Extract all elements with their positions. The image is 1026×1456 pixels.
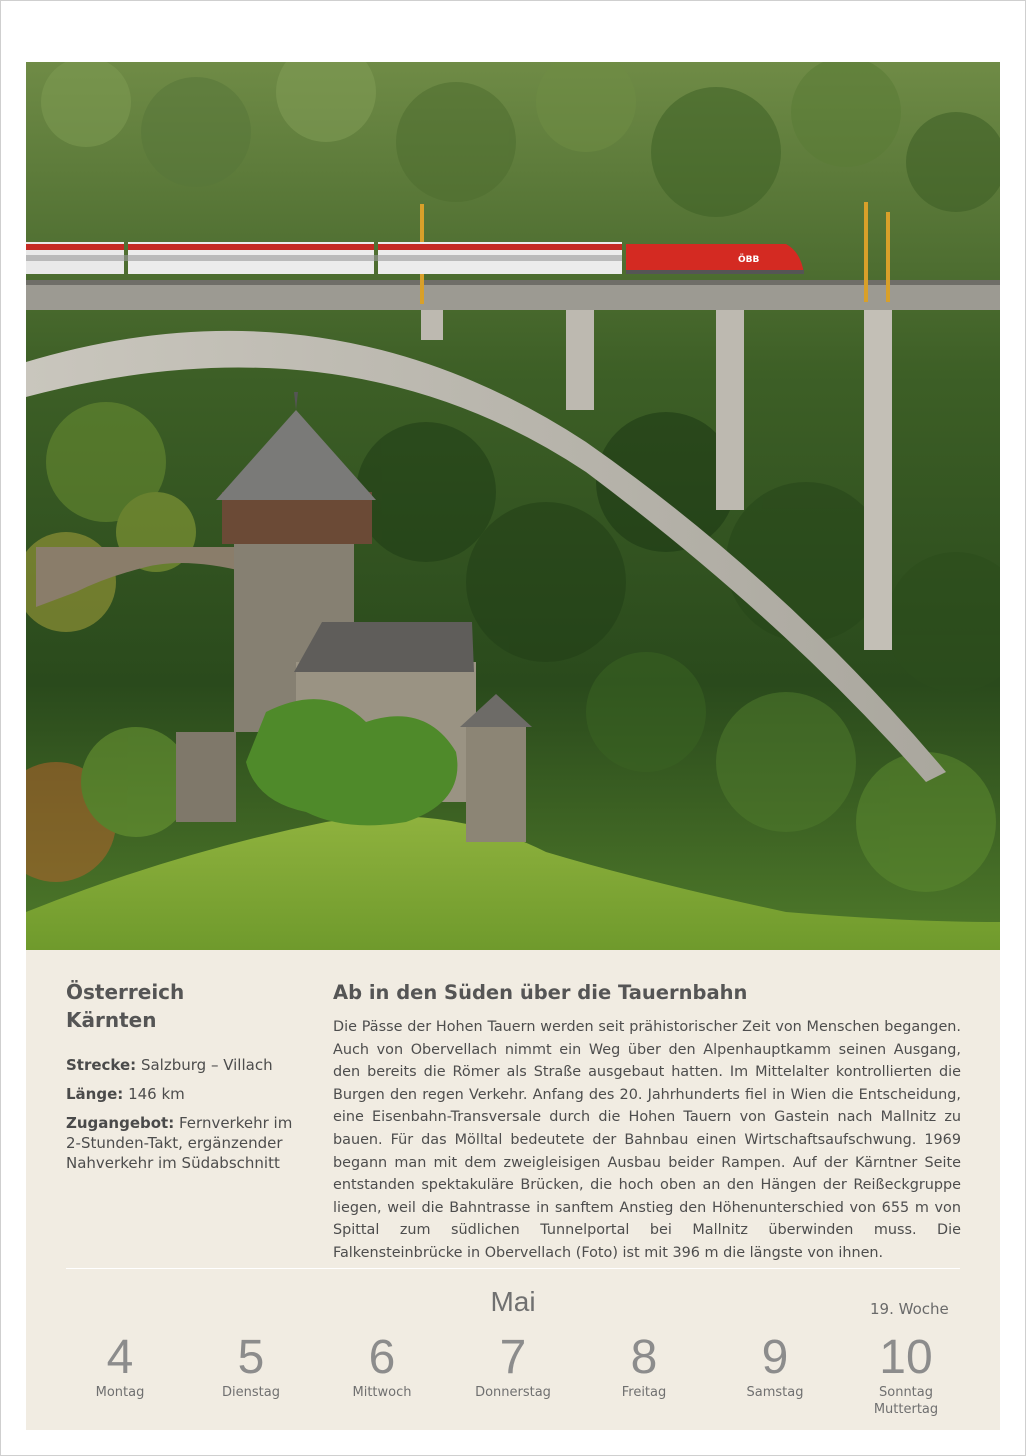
day-wednesday [312,1332,452,1401]
day-number: 7 [499,1331,527,1384]
article-headline: Ab in den Süden über die Tauernbahn [333,981,748,1004]
day-saturday [705,1332,845,1401]
fact-value: Salzburg – Villach [140,1056,273,1074]
catenary-pole [886,212,890,302]
day-number: 10 [879,1331,933,1384]
day-monday [50,1332,190,1401]
day-number: 6 [368,1331,396,1384]
day-name: Samstag [746,1385,804,1400]
day-tuesday [181,1332,321,1401]
day-number: 5 [237,1331,265,1384]
day-thursday [443,1332,583,1401]
bridge-pier [716,310,744,510]
day-name: Freitag [621,1385,667,1400]
country-label: Österreich [66,980,185,1004]
fact-route [66,1055,296,1075]
train [26,242,804,274]
fact-length [66,1084,296,1104]
photo-falkenstein-bridge [26,62,1000,950]
article-body: Die Pässe der Hohen Tauern werden seit prähistorischer Zeit von Menschen begangen. Auch von Obervellach nimmt ein Weg über den Alpenhauptkamm seinen Ausgang, den bereits die Römer als Straße ausgebaut hatten. Im Mittelalter kontrollierten die Burgen den regen Verkehr. Anfang des 20. Jahrhunderts fiel in Wien die Entscheidung, eine Eisenbahn-Transversale durch die Hohen Tauern von Gastein nach Mallnitz zu bauen. Für das Mölltal bedeutete der Bahnbau einen Wirtschaftsaufschwung. 1969 begann man mit dem zweigleisigen Ausbau beider Rampen. Auf der Kärntner Seite entstanden spektakuläre Brücken, die hoch oben an den Hängen der Reißeckgruppe liegen, weil die Bahntrasse in sanftem Anstieg den Höhenunterschied von 655 m von Spittal zum südlichen Tunnelportal bei Mallnitz überwinden muss. Die Falkensteinbrücke in Obervellach (Foto) ist mit 396 m die längste von ihnen. [333,1019,961,1261]
bridge-pier [566,310,594,410]
info-panel [26,950,1000,1430]
fact-key: Zugangebot: [66,1114,175,1132]
day-name: Mittwoch [352,1385,412,1400]
state-label: Kärnten [66,1008,157,1032]
fact-key: Strecke: [66,1056,137,1074]
locomotive-badge: ÖBB [738,255,760,265]
day-name: Dienstag [222,1385,280,1400]
day-number: 8 [630,1331,658,1384]
day-name: Sonntag [879,1385,933,1400]
bridge-deck [26,284,1000,310]
calendar-days [26,1332,1000,1422]
catenary-pole [864,202,868,302]
calendar-month: Mai [490,1286,536,1317]
photo-illustration [26,62,1000,950]
day-friday [574,1332,714,1401]
day-number: 4 [106,1331,134,1384]
bridge-pier [864,310,892,650]
fact-value: 146 km [128,1085,185,1103]
castle-ruin-wall [176,732,236,822]
castle-hall-roof [294,622,474,672]
fact-service [66,1113,296,1173]
fact-key: Länge: [66,1085,124,1103]
day-sunday [836,1332,976,1418]
fact-value: Fernverkehr im 2-Stunden-Takt, ergänzender Nahverkehr im Südabschnitt [66,1114,293,1172]
calendar-week: 19. Woche [870,1300,949,1318]
day-name: Montag [95,1385,145,1400]
castle-side-tower [466,722,526,842]
divider [66,1268,960,1269]
day-number: 9 [761,1331,789,1384]
bridge-pier [421,310,443,340]
holiday-note: Muttertag [873,1402,939,1417]
bridge-railing [26,280,1000,285]
day-name: Donnerstag [475,1385,551,1400]
region-heading [66,978,286,1034]
route-facts [66,1055,296,1182]
locomotive [626,244,804,274]
